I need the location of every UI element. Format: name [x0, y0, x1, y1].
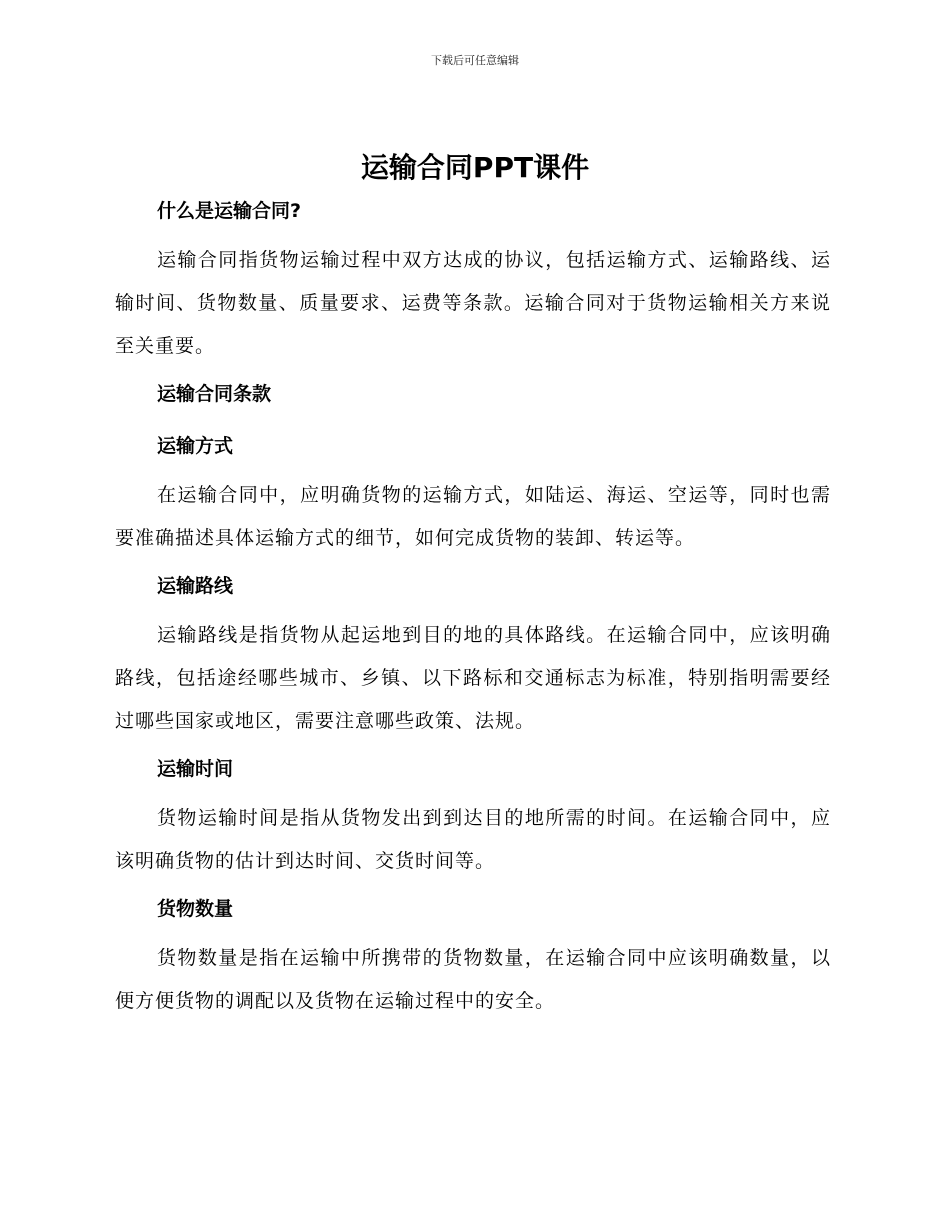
section-heading-what-is-contract: 什么是运输合同? — [157, 200, 302, 222]
section-heading-transport-route: 运输路线 — [157, 575, 234, 597]
section-paragraph-transport-time: 货物运输时间是指从货物发出到到达目的地所需的时间。在运输合同中，应该明确货物的估计到达时间、交货时间等。 — [115, 807, 831, 872]
page-header-note: 下载后可任意编辑 — [431, 54, 519, 67]
section-heading-transport-time: 运输时间 — [157, 758, 234, 780]
document-title: 运输合同PPT课件 — [360, 151, 590, 184]
section-paragraph-cargo-quantity: 货物数量是指在运输中所携带的货物数量，在运输合同中应该明确数量，以便方便货物的调配以及货物在运输过程中的安全。 — [115, 947, 831, 1012]
section-heading-cargo-quantity: 货物数量 — [157, 898, 234, 920]
section-paragraph-what-is-contract: 运输合同指货物运输过程中双方达成的协议，包括运输方式、运输路线、运输时间、货物数量、质量要求、运费等条款。运输合同对于货物运输相关方来说至关重要。 — [115, 249, 831, 357]
section-paragraph-transport-mode: 在运输合同中，应明确货物的运输方式，如陆运、海运、空运等，同时也需要准确描述具体运输方式的细节，如何完成货物的装卸、转运等。 — [115, 484, 831, 549]
section-paragraph-transport-route: 运输路线是指货物从起运地到目的地的具体路线。在运输合同中，应该明确路线，包括途经哪些城市、乡镇、以下路标和交通标志为标准，特别指明需要经过哪些国家或地区，需要注意哪些政策、法规。 — [115, 624, 831, 732]
section-heading-transport-mode: 运输方式 — [157, 435, 234, 457]
section-heading-contract-terms: 运输合同条款 — [157, 383, 272, 405]
document-body — [115, 195, 831, 1023]
